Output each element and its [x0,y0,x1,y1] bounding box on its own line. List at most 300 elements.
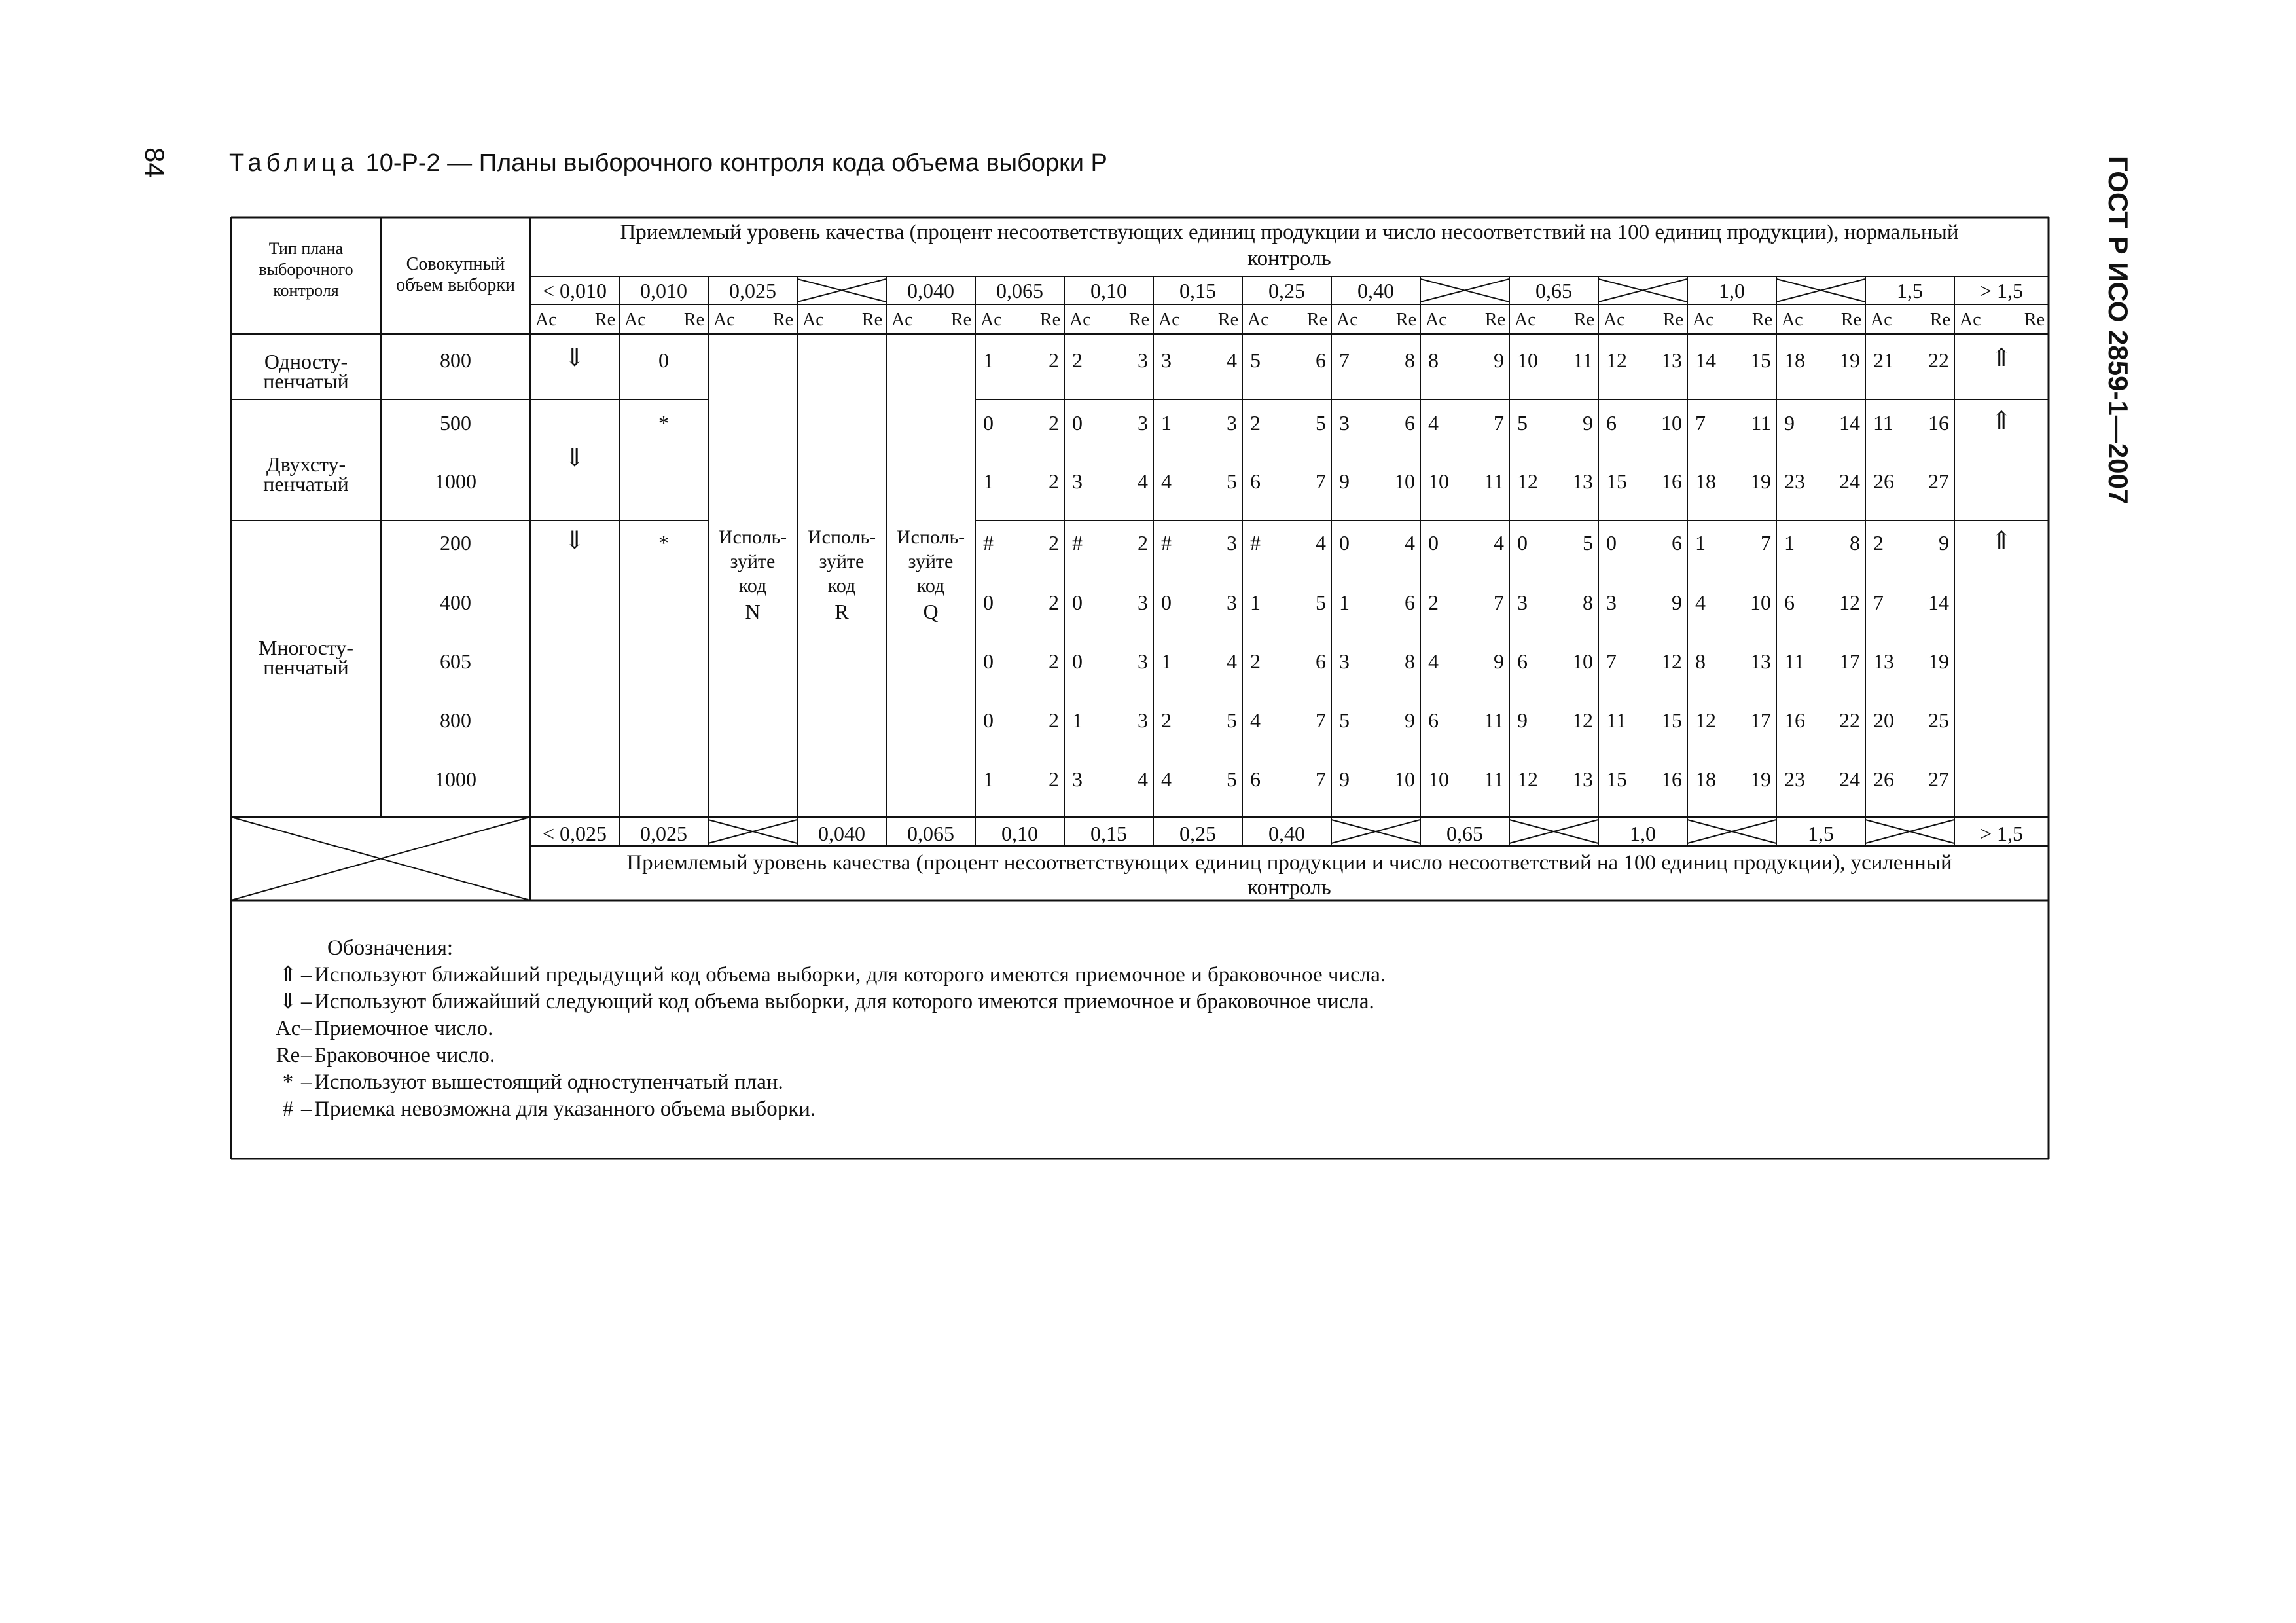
re-value: 7 [1316,469,1326,493]
ac-value: 3 [1339,649,1350,673]
ac-value: 10 [1428,469,1449,493]
legend-heading: Обозначения: [327,936,454,960]
use-code-letter: R [834,600,849,623]
re-value: 9 [1494,649,1504,673]
sample-size: 605 [440,649,471,673]
aql-normal-value: 0,025 [729,279,776,302]
ac-value: 3 [1072,469,1083,493]
re-label: Re [2024,310,2045,330]
ac-value: # [1161,531,1172,555]
ac-value: 16 [1784,708,1805,732]
re-value: 7 [1494,591,1504,614]
re-value: 19 [1750,469,1771,493]
aql-normal-value: 1,5 [1897,279,1923,302]
plan-type-label: Односту- [264,350,348,373]
use-code-text: Исполь- [718,526,787,548]
legend-symbol: Re [276,1044,300,1067]
re-value: 8 [1405,348,1415,372]
re-label: Re [1484,310,1505,330]
legend-dash: – [301,1044,312,1067]
re-label: Re [1751,310,1772,330]
aql-tightened-value: 0,65 [1446,822,1483,845]
re-value: 3 [1138,708,1148,732]
ac-value: 6 [1606,411,1617,435]
ac-value: 4 [1250,708,1261,732]
ac-value: 20 [1873,708,1894,732]
ac-value: 4 [1161,767,1172,791]
ac-value: 12 [1517,469,1538,493]
ac-value: 4 [1695,591,1706,614]
re-value: 5 [1227,767,1237,791]
ac-label: Ac [1693,310,1714,330]
legend-symbol: * [282,1070,294,1094]
ac-value: 7 [1606,649,1617,673]
aql-normal-value: 0,065 [996,279,1043,302]
ac-value: 6 [1250,469,1261,493]
legend-dash: – [301,963,312,987]
ac-value: 1 [1072,708,1083,732]
re-value: 2 [1049,348,1059,372]
ac-label: Ac [1426,310,1447,330]
re-value: 27 [1928,767,1949,791]
ac-value: 2 [1428,591,1439,614]
tightened-inspection-header: контроль [1247,876,1331,900]
ac-value: 18 [1695,767,1716,791]
legend-text: Используют вышестоящий одноступенчатый план. [314,1070,783,1094]
re-value: 3 [1227,591,1237,614]
ac-value: 15 [1606,767,1627,791]
legend-symbol: # [282,1097,294,1121]
ac-value: 1 [1250,591,1261,614]
ac-value: 8 [1695,649,1706,673]
ac-label: Ac [980,310,1002,330]
re-label: Re [1039,310,1060,330]
ac-value: 15 [1606,469,1627,493]
ac-label: Ac [1604,310,1625,330]
re-value: 6 [1316,649,1326,673]
re-value: 6 [1316,348,1326,372]
re-value: 9 [1494,348,1504,372]
ac-value: 3 [1072,767,1083,791]
re-value: 25 [1928,708,1949,732]
cell-value: * [658,411,669,435]
aql-tightened-value: > 1,5 [1979,822,2024,845]
sample-size-header: объем выборки [395,275,516,295]
ac-value: 7 [1873,591,1884,614]
ac-label: Ac [535,310,557,330]
re-value: 11 [1751,411,1771,435]
ac-label: Ac [1158,310,1180,330]
ac-value: 0 [1161,591,1172,614]
re-value: 2 [1049,469,1059,493]
legend-dash: – [301,990,312,1013]
ac-value: 0 [1072,649,1083,673]
re-value: 22 [1928,348,1949,372]
re-value: 10 [1661,411,1682,435]
re-value: 2 [1049,411,1059,435]
ac-value: 6 [1517,649,1528,673]
re-value: 4 [1405,531,1415,555]
legend-item [275,1015,1386,1042]
ac-value: 1 [1695,531,1706,555]
re-value: 19 [1928,649,1949,673]
ac-value: # [1072,531,1083,555]
use-code-text: Исполь- [807,526,876,548]
legend-item [275,962,1386,989]
arrow-down-icon: ⇓ [564,445,585,472]
re-value: 16 [1661,767,1682,791]
ac-value: 5 [1517,411,1528,435]
re-label: Re [1306,310,1327,330]
ac-value: 9 [1339,767,1350,791]
aql-normal-value: 0,010 [640,279,687,302]
sample-size: 1000 [435,469,476,493]
re-value: 7 [1761,531,1771,555]
aql-normal-value: 0,040 [907,279,954,302]
aql-tightened-value: 0,025 [640,822,687,845]
ac-value: 18 [1784,348,1805,372]
arrow-up-icon: ⇑ [1991,527,2012,555]
aql-tightened-value: < 0,025 [542,822,607,845]
ac-value: 12 [1695,708,1716,732]
re-label: Re [1395,310,1416,330]
legend-dash: – [301,1097,312,1121]
ac-value: # [1250,531,1261,555]
plan-type-label: пенчатый [263,369,349,393]
ac-label: Ac [713,310,735,330]
aql-normal-value: 0,15 [1179,279,1216,302]
ac-value: 2 [1873,531,1884,555]
re-value: 9 [1583,411,1593,435]
ac-value: 14 [1695,348,1716,372]
re-value: 6 [1405,591,1415,614]
ac-value: 4 [1428,649,1439,673]
re-value: 7 [1316,708,1326,732]
ac-value: 0 [1339,531,1350,555]
legend-symbol: ⇓ [279,990,297,1013]
legend-symbol: Ac [275,1017,301,1040]
ac-value: 9 [1517,708,1528,732]
re-value: 11 [1484,767,1504,791]
ac-label: Ac [1069,310,1091,330]
re-value: 2 [1049,649,1059,673]
ac-value: 1 [983,348,994,372]
ac-value: 1 [983,767,994,791]
sample-size: 1000 [435,767,476,791]
ac-label: Ac [1960,310,1981,330]
aql-tightened-value: 0,10 [1001,822,1038,845]
re-label: Re [594,310,615,330]
legend-text: Браковочное число. [314,1044,495,1067]
legend [275,935,1386,1123]
re-value: 5 [1227,469,1237,493]
ac-value: 0 [983,591,994,614]
re-value: 10 [1750,591,1771,614]
ac-value: 6 [1784,591,1795,614]
ac-value: 23 [1784,469,1805,493]
use-code-letter: N [745,600,761,623]
re-value: 3 [1138,649,1148,673]
ac-value: 13 [1873,649,1894,673]
re-value: 4 [1494,531,1504,555]
legend-item [275,1069,1386,1096]
aql-normal-value: 0,65 [1535,279,1572,302]
ac-value: 3 [1517,591,1528,614]
standard-designation: ГОСТ Р ИСО 2859-1—2007 [2103,156,2134,505]
legend-symbol: ⇑ [279,963,297,987]
page-number: 84 [139,147,170,178]
re-value: 22 [1839,708,1860,732]
ac-value: 5 [1339,708,1350,732]
legend-dash: – [301,1070,312,1094]
ac-value: 12 [1606,348,1627,372]
re-value: 2 [1049,767,1059,791]
sample-size: 800 [440,348,471,372]
re-value: 16 [1661,469,1682,493]
re-value: 5 [1316,411,1326,435]
ac-value: 5 [1250,348,1261,372]
re-value: 4 [1227,649,1237,673]
re-value: 8 [1850,531,1860,555]
re-value: 14 [1928,591,1949,614]
re-value: 5 [1227,708,1237,732]
ac-value: 8 [1428,348,1439,372]
normal-inspection-header: контроль [1247,247,1331,270]
re-label: Re [1573,310,1594,330]
re-value: 3 [1227,531,1237,555]
ac-value: 7 [1695,411,1706,435]
ac-value: 11 [1606,708,1626,732]
re-value: 2 [1049,591,1059,614]
re-value: 9 [1939,531,1949,555]
re-value: 11 [1573,348,1593,372]
aql-tightened-value: 0,15 [1090,822,1127,845]
arrow-up-icon: ⇑ [1991,344,2012,372]
cell-value: 0 [658,348,669,372]
use-code-letter: Q [923,600,939,623]
re-value: 11 [1484,469,1504,493]
ac-value: 2 [1250,649,1261,673]
ac-value: 6 [1250,767,1261,791]
aql-tightened-value: 0,25 [1179,822,1216,845]
legend-item [275,1042,1386,1069]
use-code-text: зуйте [819,551,865,572]
ac-value: 11 [1784,649,1804,673]
plan-type-label: Многосту- [258,636,354,659]
ac-value: 2 [1072,348,1083,372]
cell-value: * [658,531,669,555]
aql-normal-value: 0,25 [1268,279,1305,302]
ac-value: 10 [1428,767,1449,791]
ac-value: 1 [983,469,994,493]
legend-text: Используют ближайший следующий код объема выборки, для которого имеются приемочное и браковочное числа. [314,990,1374,1013]
ac-value: 7 [1339,348,1350,372]
ac-value: 21 [1873,348,1894,372]
ac-value: 6 [1428,708,1439,732]
re-value: 19 [1839,348,1860,372]
aql-normal-value: 1,0 [1719,279,1745,302]
ac-value: 18 [1695,469,1716,493]
sample-size: 400 [440,591,471,614]
re-value: 7 [1316,767,1326,791]
re-value: 2 [1138,531,1148,555]
aql-normal-value: < 0,010 [542,279,607,302]
re-value: 12 [1839,591,1860,614]
re-label: Re [683,310,704,330]
legend-text: Приемочное число. [314,1017,493,1040]
re-value: 2 [1049,708,1059,732]
re-value: 15 [1750,348,1771,372]
ac-label: Ac [802,310,824,330]
re-label: Re [950,310,971,330]
ac-label: Ac [1782,310,1803,330]
ac-value: 1 [1161,411,1172,435]
ac-value: 0 [983,649,994,673]
re-value: 12 [1661,649,1682,673]
ac-value: 4 [1161,469,1172,493]
legend-item [275,989,1386,1015]
re-value: 13 [1661,348,1682,372]
table-title-prefix: Таблица [229,149,359,177]
plan-type-header: Тип плана [268,239,344,258]
sample-size: 500 [440,411,471,435]
re-value: 5 [1316,591,1326,614]
re-value: 4 [1227,348,1237,372]
sample-size: 800 [440,708,471,732]
ac-value: 0 [983,411,994,435]
ac-label: Ac [1336,310,1358,330]
sample-size: 200 [440,531,471,555]
ac-value: 10 [1517,348,1538,372]
re-label: Re [1128,310,1149,330]
re-value: 14 [1839,411,1860,435]
ac-value: 26 [1873,767,1894,791]
ac-value: 12 [1517,767,1538,791]
ac-value: 1 [1161,649,1172,673]
ac-value: 0 [983,708,994,732]
re-value: 17 [1839,649,1860,673]
re-value: 13 [1572,767,1593,791]
ac-value: 1 [1784,531,1795,555]
re-value: 10 [1394,767,1415,791]
re-value: 8 [1583,591,1593,614]
legend-dash: – [301,1017,312,1040]
plan-type-header: выборочного [259,260,353,279]
ac-label: Ac [891,310,913,330]
use-code-text: код [827,575,856,596]
re-value: 12 [1572,708,1593,732]
aql-tightened-value: 0,40 [1268,822,1305,845]
re-value: 9 [1672,591,1682,614]
aql-normal-value: > 1,5 [1979,279,2024,302]
aql-normal-value: 0,10 [1090,279,1127,302]
ac-value: 2 [1250,411,1261,435]
use-code-text: зуйте [908,551,954,572]
ac-label: Ac [1515,310,1536,330]
normal-inspection-header: Приемлемый уровень качества (процент несоответствующих единиц продукции и число несоответствий на 100 единиц продукции), нормальный [620,221,1959,244]
ac-value: 2 [1161,708,1172,732]
re-label: Re [1662,310,1683,330]
ac-value: 9 [1784,411,1795,435]
re-value: 13 [1572,469,1593,493]
re-value: 4 [1316,531,1326,555]
ac-label: Ac [624,310,646,330]
re-value: 4 [1138,469,1148,493]
re-value: 24 [1839,767,1860,791]
use-code-text: код [916,575,945,596]
re-value: 3 [1138,411,1148,435]
aql-tightened-value: 1,5 [1808,822,1834,845]
ac-value: 23 [1784,767,1805,791]
arrow-up-icon: ⇑ [1991,407,2012,435]
ac-value: 0 [1428,531,1439,555]
re-label: Re [1929,310,1950,330]
ac-value: 11 [1873,411,1893,435]
arrow-down-icon: ⇓ [564,344,585,372]
ac-value: 3 [1161,348,1172,372]
aql-tightened-value: 0,065 [907,822,954,845]
re-value: 2 [1049,531,1059,555]
use-code-text: Исполь- [896,526,965,548]
ac-value: 0 [1072,591,1083,614]
re-value: 9 [1405,708,1415,732]
re-value: 19 [1750,767,1771,791]
re-label: Re [1217,310,1238,330]
ac-value: # [983,531,994,555]
re-label: Re [1840,310,1861,330]
arrow-down-icon: ⇓ [564,527,585,555]
re-value: 6 [1672,531,1682,555]
ac-value: 3 [1606,591,1617,614]
re-value: 24 [1839,469,1860,493]
ac-label: Ac [1871,310,1892,330]
table-title-text: 10-P-2 — Планы выборочного контроля кода объема выборки P [365,149,1107,177]
re-value: 27 [1928,469,1949,493]
use-code-text: код [738,575,767,596]
ac-value: 4 [1428,411,1439,435]
re-value: 13 [1750,649,1771,673]
plan-type-label: пенчатый [263,655,349,679]
ac-value: 1 [1339,591,1350,614]
aql-tightened-value: 1,0 [1630,822,1656,845]
re-value: 5 [1583,531,1593,555]
sample-size-header: Совокупный [406,254,505,274]
re-value: 11 [1484,708,1504,732]
tightened-inspection-header: Приемлемый уровень качества (процент несоответствующих единиц продукции и число несоответствий на 100 единиц продукции), усиленный [626,851,1952,875]
re-value: 10 [1572,649,1593,673]
re-value: 15 [1661,708,1682,732]
legend-text: Приемка невозможна для указанного объема выборки. [314,1097,816,1121]
plan-type-label: пенчатый [263,472,349,496]
re-label: Re [772,310,793,330]
legend-item [275,1096,1386,1123]
ac-value: 3 [1339,411,1350,435]
ac-value: 9 [1339,469,1350,493]
ac-value: 0 [1072,411,1083,435]
re-value: 10 [1394,469,1415,493]
re-value: 8 [1405,649,1415,673]
ac-value: 0 [1606,531,1617,555]
use-code-text: зуйте [730,551,776,572]
re-value: 6 [1405,411,1415,435]
legend-text: Используют ближайший предыдущий код объема выборки, для которого имеются приемочное и браковочное числа. [314,963,1386,987]
re-value: 4 [1138,767,1148,791]
re-value: 7 [1494,411,1504,435]
re-value: 3 [1227,411,1237,435]
plan-type-header: контроля [273,281,339,300]
plan-type-label: Двухсту- [266,452,346,476]
re-value: 3 [1138,591,1148,614]
